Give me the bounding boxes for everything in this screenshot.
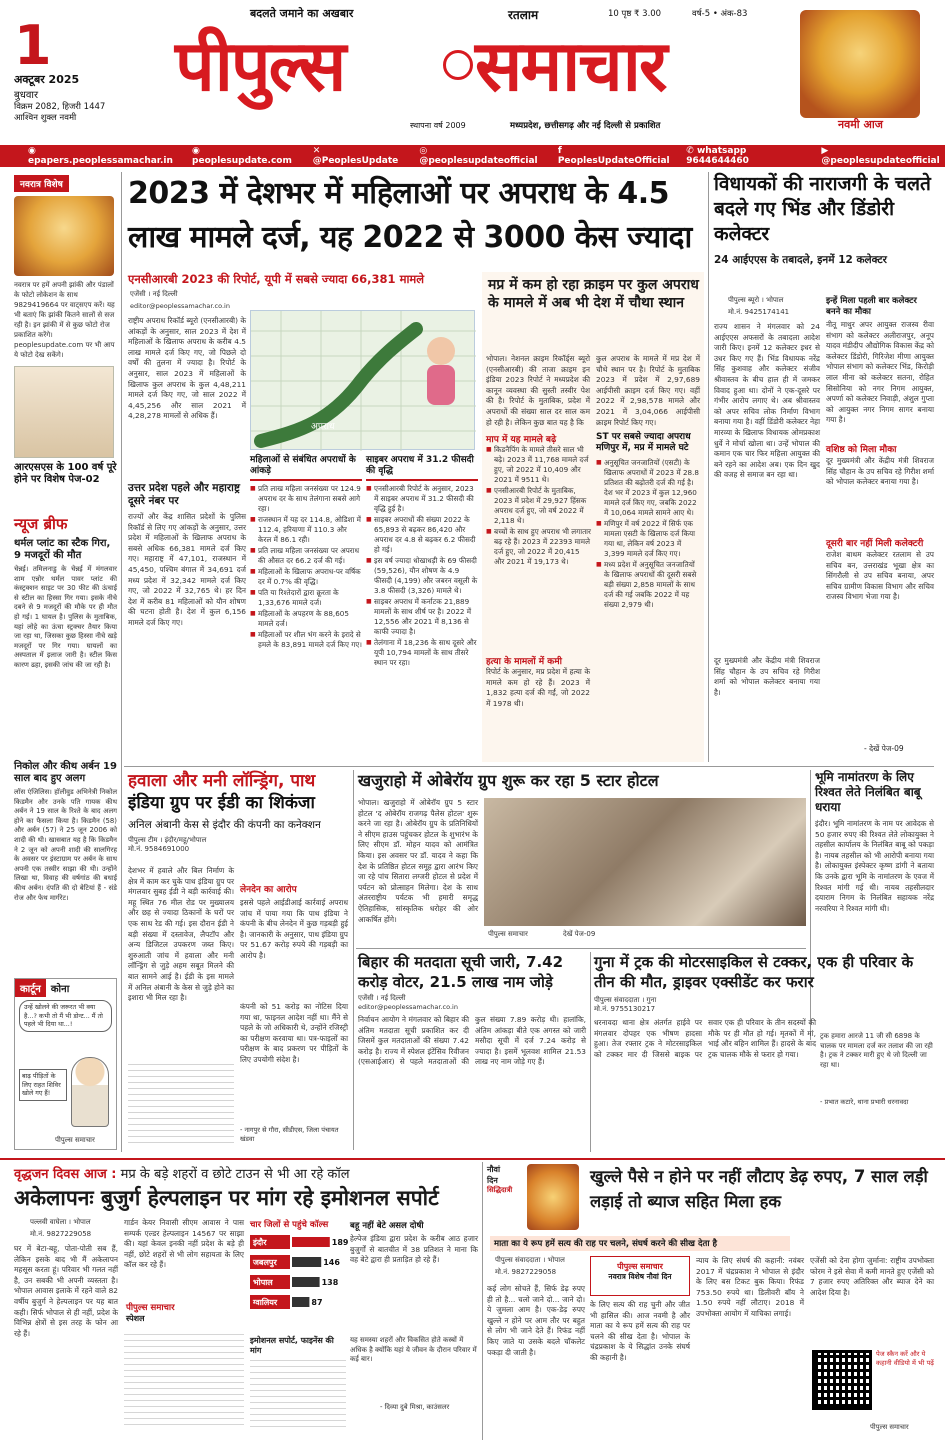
loan-strap: माता का ये रूप हमें सत्य की राह पर चलने, संघर्ष करने की सीख देता है [490, 1236, 790, 1251]
web-link[interactable]: ◉ peoplesupdate.com [192, 146, 292, 166]
youtube-icon: ▶ [821, 146, 829, 156]
bihar-byline: एजेंसी । नई दिल्ली [358, 994, 406, 1002]
qr-code[interactable] [812, 1350, 872, 1410]
elders-strap-text: मप्र के बड़े शहरों व छोटे टाउन से भी आ रहे कॉल [120, 1167, 350, 1182]
brief-text-2: लॉस एंजिलिस। हॉलीवुड अभिनेत्री निकोल किडमैन और उनके पति गायक कीथ अर्बन ने 19 साल के रिश्ते के बाद अलग होने का फैसला किया है। किडमैन (58) और अर्बन (57) ने 25 जून 2006 को शादी की थी। खासबात यह है कि किडमैन ने 2 जून को अपनी शादी की सालगिरह के अवसर पर इंस्टाग्राम पर अर्बन के साथ अपनी एक तस्वीर साझा की थी। उन्होंने लिखा था, विवाह की वर्षगांठ की बधाई कीथ अर्बन। दंपति की दो बेटियां हैं - संडे रोज और फेथ मार्गरेट। [14, 788, 117, 902]
loan-body-2: के लिए सत्य की राह चुनी और जीत भी हासिल की। आज नवमी है और माता का ये रूप हमें सत्य की राह पर चलने की सीख देता है। भोपाल के चंद्रप्रकाश के ये सिद्धांत उनके संघर्ष की कहानी है। [590, 1300, 690, 1362]
list-item: ■ महिलाओं के अपहरण के 88,605 मामले दर्ज। [250, 609, 362, 629]
tithi: आश्विन शुक्ल नवमी [14, 113, 77, 123]
ed-body-3: कंपनी को 51 करोड़ का नोटिस दिया गया था, फाइनल आदेश नहीं था। मैंने से पहले के जो अधिकारी थे, उन्होंने रजिस्ट्री का परीक्षण करवाया था। पत्र-फाइलों का परीक्षण के बाद प्रकरण पर पीड़ितों के लिए उपयोगी संदेश है। [240, 1002, 348, 1064]
day-label-2: दिन [487, 1176, 498, 1185]
elders-mob: मो.नं. 9827229058 [30, 1230, 92, 1238]
cartoon-figure [71, 1057, 109, 1127]
cartoon-bubble-2: बाढ़ पीड़ितों के लिए राहत शिविर खोले गए हैं! [19, 1069, 67, 1101]
x-link[interactable]: ✕ @PeoplesUpdate [312, 146, 399, 166]
mp-crime-sub-3: ST पर सबसे ज्यादा अपराध मणिपुर में, मप्र में मामले घटे [596, 432, 691, 453]
founded: स्थापना वर्ष 2009 [410, 121, 466, 130]
khajuraho-more[interactable]: देखें पेज-09 [563, 930, 596, 938]
divider [708, 172, 709, 762]
x-icon: ✕ [312, 146, 321, 156]
goddess-image [800, 10, 920, 118]
pen-nib-icon [443, 50, 473, 80]
list-item: ■ प्रति लाख महिला जनसंख्या पर अपराध की औसत दर 66.2 दर्ज की गई। [250, 546, 362, 566]
list-item: ■ महिलाओं के खिलाफ अपराध-पर वर्षिक दर में 0.7% की वृद्धि। [250, 567, 362, 587]
elders-col-2-fill [124, 1330, 244, 1430]
mp-crime-story [482, 272, 704, 762]
collector-sub: वशिष्ठ को मिला मौका [826, 445, 897, 455]
collector-body-3: राजेश बाथम कलेक्टर रतलाम से उप सचिव बन, उत्तराखंड भूखा क्षेत्र का सिंगरौली से उप सचिव बनाया, अपर सचिव ग्रामीण विकास विभाग और सचिव राजस्व विभाग भेजा गया है। [826, 550, 934, 602]
lead-headline-line-2: लाख मामले दर्ज, यह 2022 से 3000 केस ज्यादा [128, 220, 692, 255]
data-label: 146 [323, 1258, 340, 1267]
ed-sign: - नागपुर से गौरा, सीडीएस, जिला पंचायत खंडवा [240, 1126, 339, 1143]
cartoon-label: कार्टून [15, 979, 46, 997]
elders-byline: पल्लवी वाघेला । भोपाल [30, 1218, 91, 1226]
weekday: बुधवार [14, 90, 39, 101]
lead-kicker: एनसीआरबी 2023 की रिपोर्ट, यूपी में सबसे ज्यादा 66,381 मामले [128, 272, 425, 286]
lead-subhead: उत्तर प्रदेश पहले और महाराष्ट्र दूसरे नंबर पर [128, 482, 241, 507]
elders-logo-text: पीपुल्स समाचार [126, 1303, 175, 1313]
list-item: ■ राजस्थान में यह दर 114.8, ओडिशा में 112.4, हरियाणा में 110.3 और केरल में 86.1 रही। [250, 515, 362, 545]
pages-price: 10 पृष्ठ ₹ 3.00 [608, 9, 662, 19]
collector-more[interactable]: - देखें पेज-09 [864, 744, 904, 753]
chart-label: अपराध [311, 422, 335, 432]
khajuraho-body: भोपाल। खजुराहो में ओबेरॉय ग्रुप 5 स्टार होटल 'द ओबेरॉय राजगढ़ पैलेस होटल' शुरू करने जा रहा है। ओबेरॉय ग्रुप के प्रतिनिधियों ने सीएम हाउस पहुंचकर होटल के शुभारंभ के लिए सीएम डॉ. मोहन यादव को आमंत्रित किया। इस अवसर पर डॉ. यादव ने कहा कि देश के प्रतिष्ठित होटल समूह द्वारा आरंभ किए जा रहे पांच सितारा लग्जरी होटल से प्रदेश में पर्यटन को प्रोत्साहन मिलेगा। देश के साथ अंतरराष्ट्रीय पर्यटक भी हमारी समृद्ध ऐतिहासिक, सांस्कृतिक धरोहर की ओर आकर्षित होंगे। [358, 798, 478, 924]
list-item: ■ एनसीआरबी रिपोर्ट के अनुसार, 2023 में साइबर अपराध में 31.2 फीसदी की वृद्धि हुई है। [366, 484, 478, 514]
calls-chart [250, 1220, 349, 1332]
list-item: ■ बच्चों के साथ हुए अपराध भी लगातार बढ़ रहे हैं। 2023 में 22393 मामले दर्ज हुए, जो 2022 में 20,415 और 2021 में 19,173 थे। [486, 527, 592, 567]
globe-icon: ◉ [192, 146, 200, 156]
mp-crime-col-1: भोपाल। नेशनल क्राइम रिकॉर्ड्स ब्यूरो (एनसीआरबी) की ताजा क्राइम इन इंडिया 2023 रिपोर्ट ने मध्यप्रदेश की कानून व्यवस्था की सुस्ती तस्वीर पेश की है। रिपोर्ट के मुताबिक, प्रदेश में अपराधों की संख्या साल दर साल कम हो रही है। लेकिन कुछ बात यह है कि [486, 354, 590, 427]
divider [590, 952, 591, 1152]
masthead [0, 0, 945, 145]
brief-text-1: चेन्नई। तमिलनाडु के चेन्नई में मंगलवार शाम एन्नोर थर्मल पावर प्लांट की कंस्ट्रक्शन साइट पर 30 फीट की ऊंचाई से स्टील का हिस्सा गिर गया। इसके नीचे दबने से 9 मजदूरों की मौके पर ही मौत हो गई। 1 घायल है। पुलिस के मुताबिक, यहां लोहे का ऊंचा स्ट्रक्चर तैयार किया जा रहा था, जिसका कुछ हिस्सा नीचे खड़े मजदूरों पर गिर गया। घायलों का अस्पताल में इलाज जारी है। स्टील किस कारण ढहा, इसकी जांच की जा रही है। [14, 565, 117, 669]
elders-special: स्पेशल [126, 1314, 145, 1323]
khajuraho-story [358, 770, 806, 946]
year-issue: वर्ष-5 • अंक-83 [692, 9, 748, 19]
bihar-body: निर्वाचन आयोग ने मंगलवार को बिहार की अंतिम मतदाता सूची प्रकाशित कर दी जिसमें कुल मतदाताओं की संख्या 7.42 करोड़ है। राज्य में स्पेशल इंटेंसिव रिवीजन (एसआईआर) से पहले मतदाताओं की कुल संख्या 7.89 करोड़ थी। हालांकि, अंतिम आंकड़ा बीते एक अगस्त को जारी मसौदा सूची में दर्ज 7.24 करोड़ से ज्यादा है। इसमें भूलवश शामिल 21.53 लाख नए नाम जोड़े गए हैं। [358, 1015, 586, 1067]
mp-crime-list-1 [486, 445, 592, 645]
facebook-icon: f [557, 146, 562, 156]
collector-side-head: इन्हें मिला पहली बार कलेक्टर बनने का मौका [826, 296, 917, 317]
collector-byline: पीपुल्स ब्यूरो । भोपाल [728, 296, 784, 304]
elders-sub-right: बहू नहीं बेटे असल दोषी [350, 1221, 424, 1231]
box-cyber-list [366, 484, 478, 668]
day-label-3: सिद्धिदात्री [487, 1186, 513, 1194]
ed-body-col-4 [128, 1060, 234, 1148]
elders-body: घर में बेटा-बहू, पोता-पोती सब हैं, लेकिन इसके बाद भी मैं अकेलापन महसूस करता हूं। परिवार भी गलत नहीं है, उन सबकी भी अपनी व्यस्तता है। भोपाल आवास इलाके में रहने वाले 82 वर्षीय बुजुर्ग ने हेल्पलाइन पर यह बात कही। सिर्फ भोपाल से ही नहीं, प्रदेश के विभिन्न क्षेत्रों से इस तरह के फोन आ रहे हैं। [14, 1244, 118, 1338]
collector-story [714, 172, 934, 762]
news-brief [14, 514, 117, 976]
divider [0, 1158, 945, 1160]
box-women-title: महिलाओं से संबंधित अपराधों के आंकड़े [250, 455, 362, 481]
loan-box-logo: पीपुल्स समाचार [617, 1262, 663, 1271]
ed-body: देशभर में हवाले और बिल निर्माण के क्षेत्र में काम कर चुके पाथ इंडिया ग्रुप पर मंगलवार सुबह ईडी ने बड़ी कार्रवाई की। महू स्थित 76 मील रोड पर मुख्यालय और छह से ज्यादा ठिकानों के घरों पर एक साथ रेड की गई। इस दौरान ईडी ने बड़ी संख्या में दस्तावेज, लैपटॉप और अन्य डिजिटल उपकरण जब्त किए। शुरुआती जांच में हवाला और मनी लॉन्ड्रिंग से जुड़े अहम सबूत मिलने की बात सामने आई है। ईडी के इस मामले में अनिल अंबानी के केस से जुड़े होने का इशारा भी मिल रहा है। [128, 866, 234, 1003]
instagram-link[interactable]: ◎ @peoplesupdateofficial [419, 146, 538, 166]
cartoon-bubble-1: उन्हें खोलने की जरूरत भी क्या है...? कभी तो मैं भी डोन्ट... मैं तो पहले भी दिया था...! [19, 1000, 112, 1032]
loan-body-3: न्याय के लिए संघर्ष की कहानी: नवंबर 2017 में चंद्रप्रकाश ने भोपाल से इंदौर के लिए बस टिकट बुक किया। रिफंड 753.50 रुपये था। डिलीवरी बॉय ने 1.50 रुपये नहीं लौटाए। 2018 में उपभोक्ता आयोग में याचिका लगाई। [696, 1256, 804, 1318]
crime-rise-graphic [251, 311, 476, 451]
lead-body-2: राज्यों और केंद्र शासित प्रदेशों के पुलिस रिकॉर्ड से लिए गए आंकड़ों के अनुसार, उत्तर प्रदेश में महिलाओं के खिलाफ अपराध के सबसे अधिक 66,381 मामले दर्ज किए गए। महाराष्ट्र में 47,101, राजस्थान में 45,450, पश्चिम बंगाल में 34,691 दर्ज मध्य प्रदेश में 32,342 मामले दर्ज किए गए, जो 2022 में 32,765 थे। हर दिन देश में करीब 81 महिलाओं को यौन शोषण की घटना होती है। देश में कुल 6,156 मामले दर्ज किए गए। [128, 512, 246, 627]
elders-col-3-fill [250, 1360, 346, 1432]
list-item: ■ मणिपुर में वर्ष 2022 में सिर्फ एक मामला एसटी के खिलाफ दर्ज किया गया था, लेकिन वर्ष 2023 में 3,399 मामले दर्ज किए गए। [596, 519, 702, 559]
elders-label: वृद्धजन दिवस आज : [14, 1167, 117, 1182]
list-item: ■ अनुसूचित जनजातियों (एसटी) के खिलाफ अपराधों में 2023 में 28.8 प्रतिशत की बढ़ोतरी दर्ज की गई है। देश भर में 2023 में कुल 12,960 मामले दर्ज किए गए, जबकि 2022 में 10,064 मामले सामने आए थे। [596, 458, 702, 518]
bar [292, 1277, 320, 1287]
collector-headline: विधायकों की नाराजगी के चलते बदले गए भिंड और डिंडोरी कलेक्टर [714, 173, 931, 245]
data-label: 189 [331, 1238, 349, 1247]
loan-mob: मो.नं. 9827229058 [495, 1268, 557, 1276]
mp-crime-text-2: रिपोर्ट के अनुसार, मप्र प्रदेश में हत्या के मामले कम हो रहे हैं। 2023 में 1,832 हत्या दर्ज की गईं, जो 2022 में 1978 थी। [486, 667, 590, 708]
guna-sign: - प्रभात कटारे, थाना प्रभारी धरनावदा [820, 1098, 909, 1106]
elders-headline: अकेलापनः बुजुर्ग हेल्पलाइन पर मांग रहे इमोशनल सपोर्ट [14, 1186, 439, 1210]
whatsapp-link[interactable]: ✆ whatsapp 9644644460 [686, 146, 749, 166]
list-item: ■ महिलाओं पर शील भंग करने के इरादे से हमले के 83,891 मामले दर्ज किए गए। [250, 630, 362, 650]
brief-headline-1: थर्मल प्लांट का स्टैक गिरा, 9 मजदूरों की मौत [14, 538, 111, 561]
date-month: अक्टूबर 2025 [14, 73, 80, 86]
lead-body: राष्ट्रीय अपराध रिकॉर्ड ब्यूरो (एनसीआरबी) के आंकड़ों के अनुसार, साल 2023 में देश में महिलाओं के खिलाफ अपराध के करीब 4.5 लाख मामले दर्ज किए गए, जो पिछले दो वर्षों की तुलना में ज्यादा है। रिपोर्ट के अनुसार, साल 2023 में महिलाओं के खिलाफ कुल अपराध के कुल 4,48,211 मामले दर्ज किए गए, जो साल 2022 में 4,45,256 और साल 2021 में 4,28,278 मामलों से अधिक हैं। [128, 316, 246, 421]
loan-body-4: एजेंसी को देना होगा जुर्माना: राष्ट्रीय उपभोक्ता फोरम ने इसे सेवा में कमी मानते हुए एजेंसी को 7 हजार रुपए अतिरिक्त और ब्याज देने का आदेश दिया है। [810, 1256, 934, 1297]
collector-sub-2: दूसरी बार नहीं मिली कलेक्टरी [826, 539, 924, 549]
ed-headline-2: इंडिया ग्रुप पर ईडी का शिकंजा [128, 793, 315, 813]
photo-caption: पीपुल्स समाचार [488, 930, 528, 938]
logo-left: पीपुल्स [175, 25, 345, 107]
data-label: 138 [321, 1278, 339, 1287]
brief-headline-2: निकोल और कीथ अर्बन 19 साल बाद हुए अलग [14, 761, 117, 784]
ed-kicker: अनिल अंबानी केस से इंदौर की कंपनी का कनेक्शन [128, 819, 321, 831]
category-label: भोपाल [253, 1278, 273, 1287]
lead-headline-line-1: 2023 में देशभर में महिलाओं पर अपराध के 4.5 [128, 176, 669, 211]
guna-body: धरनावदा थाना क्षेत्र अंतर्गत हाईवे पर मंगलवार दोपहर एक भीषण हादसा हुआ। तेज रफ्तार ट्रक ने मोटरसाइकिल को टक्कर मार दी जिससे बाइक पर सवार एक ही परिवार के तीन सदस्यों की मौके पर ही मौत हो गई। मृतकों में मां, भाई और बहिन शामिल हैं। हादसे के बाद ट्रक चालक मौके से फरार हो गया। [594, 1018, 816, 1059]
date-number: 1 [14, 14, 52, 77]
globe-icon: ◉ [28, 146, 36, 156]
navratri-day-box [487, 1164, 581, 1232]
data-label: 87 [311, 1298, 323, 1307]
list-item: ■ मध्य प्रदेश में अनुसूचित जनजातियों के खिलाफ अपराधों की दूसरी सबसे बड़ी संख्या 2,858 मामलों के साथ दर्ज की गई जबकि 2022 में यह संख्या 2,979 थी। [596, 560, 702, 610]
box-women-list [250, 484, 362, 650]
navratri-text: नवरात्र पर हमें अपनी झांकी और पंडालों के फोटो लोकेशन के साथ 9829419664 पर वाट्सएप करें। यह भी बताएं कि झांकी कितने सालों से सज रही है। इन झांकी में से कुछ फोटो रोज प्रकाशित करेंगे। peoplesupdate.com पर भी आप ये फोटो देख सकेंगे। [14, 281, 115, 359]
logo-right: समाचार [475, 25, 666, 107]
lead-illustration [250, 310, 475, 450]
category-label: जबलपुर [253, 1258, 277, 1267]
mp-crime-headline: मप्र में कम हो रहा क्राइम पर कुल अपराध के मामले में अब भी देश में चौथा स्थान [488, 277, 699, 311]
mp-crime-sub-2: हत्या के मामलों में कमी [486, 657, 562, 667]
list-item: ■ प्रति लाख महिला जनसंख्या पर 124.9 अपराध दर के साथ तेलंगाना सबसे आगे रहा। [250, 484, 362, 514]
collector-kicker: 24 आईएएस के तबादले, इनमें 12 कलेक्टर [714, 254, 887, 266]
guna-mob: मो.नं. 9755130217 [594, 1005, 656, 1013]
goddess-caption: नवमी आज [838, 118, 883, 131]
navratri-box [14, 172, 117, 504]
bihar-email: editor@peoplessamachar.co.in [358, 1003, 458, 1011]
city-name: रतलाम [508, 8, 539, 22]
siddhidatri-image [527, 1164, 579, 1230]
mp-crime-col-2: कुल अपराध के मामले में मप्र देश में चौथे स्थान पर है। रिपोर्ट के मुताबिक 2023 में प्रदेश में 2,97,689 आईपीसी क्राइम दर्ज किए गए। वहीं 2022 में 2,98,578 मामले और 2021 में 3,04,066 आईपीसी क्राइम रिपोर्ट किए गए। [596, 354, 700, 427]
published-from: मध्यप्रदेश, छत्तीसगढ़ और नई दिल्ली से प्रकाशित [510, 121, 661, 131]
elders-body-3: हेल्पेज इंडिया द्वारा प्रदेश के करीब आठ हजार बुजुर्गों से बातचीत में 38 प्रतिशत ने माना कि वह बेटे द्वारा ही प्रताड़ित हो रहे हैं। [350, 1234, 478, 1265]
guna-byline: पीपुल्स संवाददाता । गुना [594, 996, 657, 1004]
box-women-crime [250, 455, 362, 760]
guna-story [594, 952, 934, 1152]
collector-side-body: नीतू माथुर अपर आयुक्त राजस्व रीवा संभाग को कलेक्टर अलीराजपुर, अनूप यादव मंडीदीप औद्योगिक विकास केंद्र को कलेक्टर डिंडोरी, गिरिजेश मीणा आयुक्त भोपाल संभाग को कलेक्टर भिंड, किरोड़ी लाल मीना को कलेक्टर सतना, रोहित सिसोनिया को नगर निगम आयुक्त, अपर्णा को कलेक्टर निवाड़ी, अंशुल गुप्ता को आयुक्त नगर निगम सागर बनाया गया है। [826, 320, 934, 425]
bar [292, 1257, 321, 1267]
box-cyber-title: साइबर अपराध में 31.2 फीसदी की वृद्धि [366, 455, 478, 481]
list-item: ■ एनसीआरबी रिपोर्ट के मुताबिक, 2023 में प्रदेश में 29,927 हिंसक अपराध दर्ज हुए, जो वर्ष 2022 में 2,118 थे। [486, 486, 592, 526]
ed-subhead: लेनदेन का आरोप [240, 885, 297, 895]
collector-body: राज्य शासन ने मंगलवार को 24 आईएएस अफसरों के तबादला आदेश जारी किए। इनमें 12 कलेक्टर इधर से उधर किए गए हैं। भिंड विधायक नरेंद्र सिंह कुशवाह और कलेक्टर संजीव श्रीवास्तव के बीच हाल ही में जमकर विवाद हुआ था। दोनों ने एक-दूसरे पर गंभीर आरोप लगाए थे। अब श्रीवास्तव को अपर सचिव लोक निर्माण विभाग बनाया गया है। वहीं डिंडोरी कलेक्टर नेहा मारव्या के खिलाफ विधायक ओमप्रकाश धुर्वे ने मोर्चा खोला था। उन्हें भोपाल की कमान एक चार फिर महिला आयुक्त की बने रहने का आदेश अब। एक दिन खुद की वजह से समाज बन रहा था। [714, 322, 820, 480]
collector-mob: मो.नं. 9425174141 [728, 308, 790, 316]
category-label: इंदौर [253, 1238, 267, 1247]
collector-sub-body: दूर मुख्यमंत्री और केंद्रीय मंत्री शिवराज सिंह चौहान के उप सचिव रहे गिरीश शर्मा को भोपाल कलेक्टर बनाया गया है। [826, 456, 934, 487]
lead-email: editor@peoplessamachar.co.in [130, 302, 230, 310]
elders-strap [14, 1164, 474, 1182]
khajuraho-headline: खजुराहो में ओबेरॉय ग्रुप शुरू कर रहा 5 स्टार होटल [358, 771, 659, 790]
day-label-1: नौवां [487, 1165, 501, 1174]
social-bar [0, 145, 945, 167]
box-cyber-crime [366, 455, 478, 760]
vikram-date: विक्रम 2082, हिजरी 1447 [14, 102, 106, 112]
elders-sign: - दिव्या दुबे मिश्रा, काउंसलर [380, 1403, 450, 1411]
mp-crime-list-3 [596, 458, 702, 748]
navratri-story: आरएसएस के 100 वर्ष पूरे होने पर विशेष पेज-02 [14, 462, 117, 485]
divider [356, 948, 806, 949]
loan-box-label: नवरात्र विशेष नौवां दिन [608, 1272, 672, 1281]
cartoon-sign: पीपुल्स समाचार [55, 1136, 95, 1144]
brief-title: न्यूज ब्रीफ [14, 515, 68, 533]
facebook-link[interactable]: f PeoplesUpdateOfficial [557, 146, 670, 166]
loan-body: कई लोग सोचते हैं, सिर्फ डेढ़ रुपए ही तो है... चलो जाने दो... जाने दो। ये जुमला आम है। एक-डेढ़ रुपए खुल्ले न होने पर आम तौर पर बहुत से लोग भी जाने देते हैं। रिफंड नहीं किए जाते या उसके बदले चॉकलेट पकड़ा दी जाती है। [487, 1284, 585, 1357]
loan-navratri-box [590, 1256, 690, 1296]
divider [353, 770, 354, 1150]
date-block [14, 14, 164, 123]
ed-byline: पीपुल्स टीम । इंदौर/महू/भोपाल [128, 836, 207, 844]
divider [482, 1162, 483, 1440]
bar [292, 1297, 309, 1307]
bribe-body: इंदौर। भूमि नामांतरण के नाम पर आवेदक से 50 हजार रुपए की रिश्वत लेते लोकायुक्त ने तहसील कार्यालय के निलंबित बाबू को पकड़ा है। नायब तहसील को भी आरोपी बनाया गया है। लोकायुक्त इंस्पेक्टर कृष्ण डांगी ने बताया कि उनके द्वारा भूमि के नामांतरण के एवज में रिश्वत मांगी गई थी। नायब तहसीलदार दयाराम निगम के निलंबित सहायक नरेंद्र नरवरिया ने रिश्वत मांगी थी। [815, 819, 934, 913]
navratri-label: नवरात्र विशेष [14, 175, 69, 192]
footer-sign: पीपुल्स समाचार [870, 1423, 909, 1431]
collector-body-2: दूर मुख्यमंत्री और केंद्रीय मंत्री शिवराज सिंह चौहान के उप सचिव रहे गिरीश शर्मा को भोपाल कलेक्टर बनाया गया है। [714, 656, 820, 697]
mp-crime-sub-1: माप में यह मामले बढ़े [486, 435, 557, 445]
list-item: ■ साइबर अपराधों की संख्या 2022 के 65,893 से बढ़कर 86,420 और अपराध दर 4.8 से बढ़कर 6.2 फीसदी हो गई। [366, 515, 478, 555]
youtube-link[interactable]: ▶ @peoplesupdateofficial [821, 146, 940, 166]
bihar-story [358, 952, 586, 1152]
list-item: ■ किडनैपिंग के मामले तीसरे साल भी बढ़े। 2023 में 11,768 मामले दर्ज हुए, जो 2022 में 10,409 और 2021 में 9511 थे। [486, 445, 592, 485]
qr-note: पेज स्कैन करें और ये कहानी वीडियो में भी पढ़ें [876, 1350, 934, 1367]
category-label: ग्वालियर [253, 1298, 278, 1307]
list-item: ■ इस वर्ष ज्यादा धोखाधड़ी के 69 फीसदी (59,526), यौन शोषण के 4.9 फीसदी (4,199) और जबरन वसूली के 3.8 फीसदी (3,326) मामले थे। [366, 556, 478, 596]
whatsapp-icon: ✆ [686, 146, 697, 156]
calls-bar-chart [250, 1231, 349, 1321]
ed-body-2: इससे पहले आईडीआई कार्रवाई अपराध जांच में पाया गया कि पाथ इंडिया ने कंपनी के बीच लेनदेन में कुछ गड़बड़ी हुई है। जानकारी के अनुसार, पाथ इंडिया ग्रुप पर 51.67 करोड़ रुपये की गड़बड़ी का आरोप है। [240, 898, 348, 960]
list-item: ■ तेलंगाना में 18,236 के साथ दूसरे और यूपी 10,794 मामलों के साथ तीसरे स्थान पर रहा। [366, 638, 478, 668]
logo [175, 20, 775, 112]
oberoi-meeting-photo [484, 798, 806, 926]
list-item: ■ साइबर अपराध में कर्नाटक 21,889 मामलों के साथ शीर्ष पर है। 2022 में 12,556 और 2021 में 8,136 से काफी ज्यादा है। [366, 597, 478, 637]
bar [292, 1237, 330, 1247]
bihar-headline: बिहार की मतदाता सूची जारी, 7.42 करोड़ वोटर, 21.5 लाख नाम जोड़े [358, 953, 564, 991]
divider [124, 766, 934, 767]
lead-headline [128, 172, 703, 260]
guna-headline: गुना में ट्रक की मोटरसाइकिल से टक्कर, एक ही परिवार के तीन की मौत, ड्राइवर एक्सीडेंट कर फरार [594, 953, 914, 991]
elders-body-2: गार्डन केयर निवासी सीएम आवास ने पास सम्पर्क एल्डर हेल्पलाइन 14567 पर साझा की। यहां केवल इनकी नहीं प्रदेश के बड़े ही नहीं, छोटे शहरों से भी लोग सहायता के लिए कॉल कर रहे हैं। [124, 1218, 244, 1270]
calls-chart-title: चार जिलों से पहुंचे कॉल्स [250, 1220, 329, 1230]
list-item: ■ पति या रिश्तेदारों द्वारा क्रूरता के 1,33,676 मामले दर्ज। [250, 588, 362, 608]
divider [121, 172, 122, 1152]
durga-image [14, 196, 114, 276]
cartoon [14, 978, 117, 1150]
elders-sub-right-2: इमोशनल सपोर्ट, फाइनेंस की मांग [250, 1336, 334, 1355]
loan-byline: पीपुल्स संवाददाता । भोपाल [495, 1256, 565, 1264]
elders-logo [126, 1302, 206, 1324]
ed-headline-1: हवाला और मनी लॉन्ड्रिंग, पाथ [128, 771, 316, 791]
ed-story [128, 770, 350, 1150]
tagline: बदलते जमाने का अखबार [250, 7, 354, 20]
instagram-icon: ◎ [419, 146, 428, 156]
guna-note: ट्रक हमारा आरजे 11 जी सी 6898 के चालक पर मामला दर्ज कर तलाश की जा रही है। ट्रक ने टक्कर मारी हुए थे जो दिल्ली जा रहा था। [820, 1032, 933, 1069]
lead-byline: एजेंसी । नई दिल्ली [130, 290, 178, 298]
epaper-link[interactable]: ◉ epapers.peoplessamachar.in [28, 146, 173, 166]
elders-note: यह समस्या शहरों और विकसित होते कस्बों में अधिक है क्योंकि यहां ये जीवन के दौरान परिवार में कई बार। [350, 1336, 477, 1363]
cartoon-label-2: कोना [50, 984, 70, 995]
bribe-headline: भूमि नामांतरण के लिए रिश्वत लेते निलंबित बाबू धराया [815, 770, 921, 814]
loan-headline: खुल्ले पैसे न होने पर नहीं लौटाए डेढ़ रुपए, 7 साल लड़ी लड़ाई तो ब्याज सहित मिला हक [590, 1167, 928, 1211]
ed-mob: मो.नं. 9584691000 [128, 845, 190, 853]
rss-image [14, 366, 114, 458]
